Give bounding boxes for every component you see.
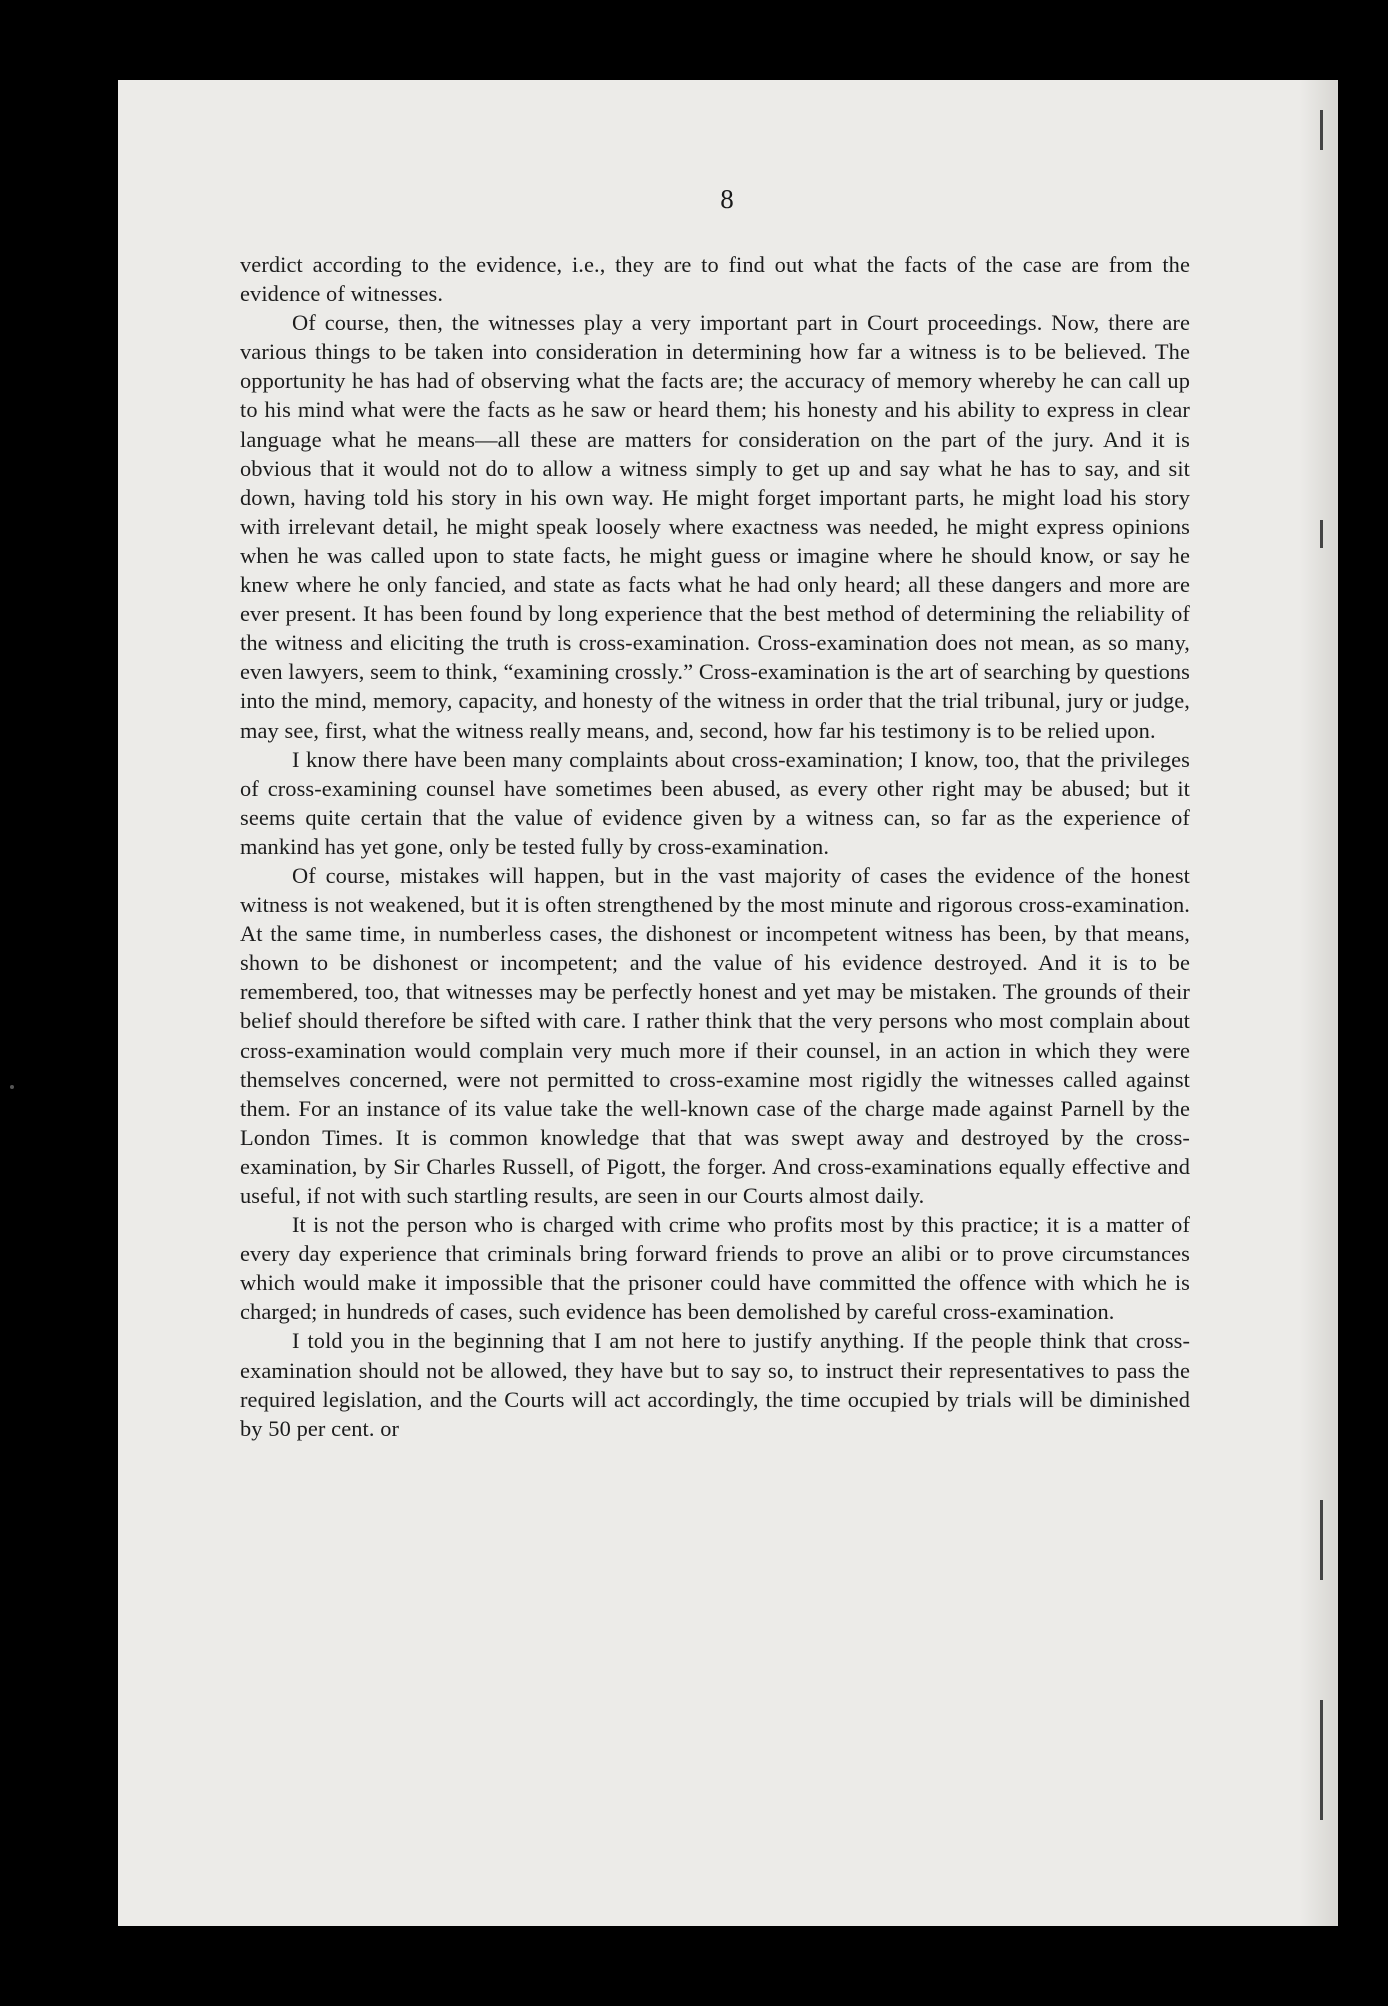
paragraph-4: Of course, mistakes will happen, but in the vast majority of cases the evidence of the honest witness is not weakened, but it is often strengthened by the most minute and rigorous cross-examination. At the same time, in numberless cases, the dishonest or incompetent witness has been, by that means, shown to be dishonest or incompetent; and the value of his evidence destroyed. And it is to be remembered, too, that witnesses may be perfectly honest and yet may be mistaken. The grounds of their belief should therefore be sifted with care. I rather think that the very persons who most complain about cross-examination would complain very much more if their counsel, in an action in which they were themselves concerned, were not permitted to cross-examine most rigidly the witnesses called against them. For an instance of its value take the well-known case of the charge made against Parnell by the London Times. It is common knowledge that that was swept away and destroyed by the cross-examination, by Sir Charles Russell, of Pigott, the forger. And cross-examinations equally effective and useful, if not with such startling results, are seen in our Courts almost daily.	[240, 862, 1190, 1208]
scan-artifact	[1320, 1500, 1323, 1580]
paragraph-1: verdict according to the evidence, i.e., they are to find out what the facts of the case are from the evidence of witnesses.	[240, 252, 1190, 307]
scan-speck	[10, 1085, 14, 1089]
page-edge-shadow	[1300, 80, 1336, 1926]
scanned-page	[118, 80, 1338, 1926]
body-text	[240, 250, 1190, 1443]
paragraph-2: Of course, then, the witnesses play a very important part in Court proceedings. Now, there are various things to be taken into consideration in determining how far a witness is to be believed. The opportunity he has had of observing what the facts are; the accuracy of memory whereby he can call up to his mind what were the facts as he saw or heard them; his honesty and his ability to express in clear language what he means—all these are matters for consideration on the part of the jury. And it is obvious that it would not do to allow a witness simply to get up and say what he has to say, and sit down, having told his story in his own way. He might forget important parts, he might load his story with irrelevant detail, he might speak loosely where exactness was needed, he might express opinions when he was called upon to state facts, he might guess or imagine where he should know, or say he knew where he only fancied, and state as facts what he had only heard; all these dangers and more are ever present. It has been found by long experience that the best method of determining the reliability of the witness and eliciting the truth is cross-examination. Cross-examination does not mean, as so many, even lawyers, seem to think, “examining crossly.” Cross-examination is the art of searching by questions into the mind, memory, capacity, and honesty of the witness in order that the trial tribunal, jury or judge, may see, first, what the witness really means, and, second, how far his testimony is to be relied upon.	[240, 310, 1190, 743]
paragraph-6: I told you in the beginning that I am not here to justify anything. If the people think that cross-examination should not be allowed, they have but to say so, to instruct their representatives to pass the required legislation, and the Courts will act accordingly, the time occupied by trials will be diminished by 50 per cent. or	[240, 1328, 1190, 1441]
page-number: 8	[720, 184, 734, 214]
scan-artifact	[1320, 1700, 1323, 1820]
scan-artifact	[1320, 110, 1323, 150]
paragraph-5: It is not the person who is charged with crime who profits most by this practice; it is a matter of every day experience that criminals bring forward friends to prove an alibi or to prove circumstances which would make it impossible that the prisoner could have committed the offence with which he is charged; in hundreds of cases, such evidence has been demolished by careful cross-examination.	[240, 1212, 1190, 1325]
paragraph-3: I know there have been many complaints about cross-examination; I know, too, that the privileges of cross-examining counsel have sometimes been abused, as every other right may be abused; but it seems quite certain that the value of evidence given by a witness can, so far as the experience of mankind has yet gone, only be tested fully by cross-examination.	[240, 746, 1190, 859]
scan-artifact	[1320, 520, 1323, 548]
